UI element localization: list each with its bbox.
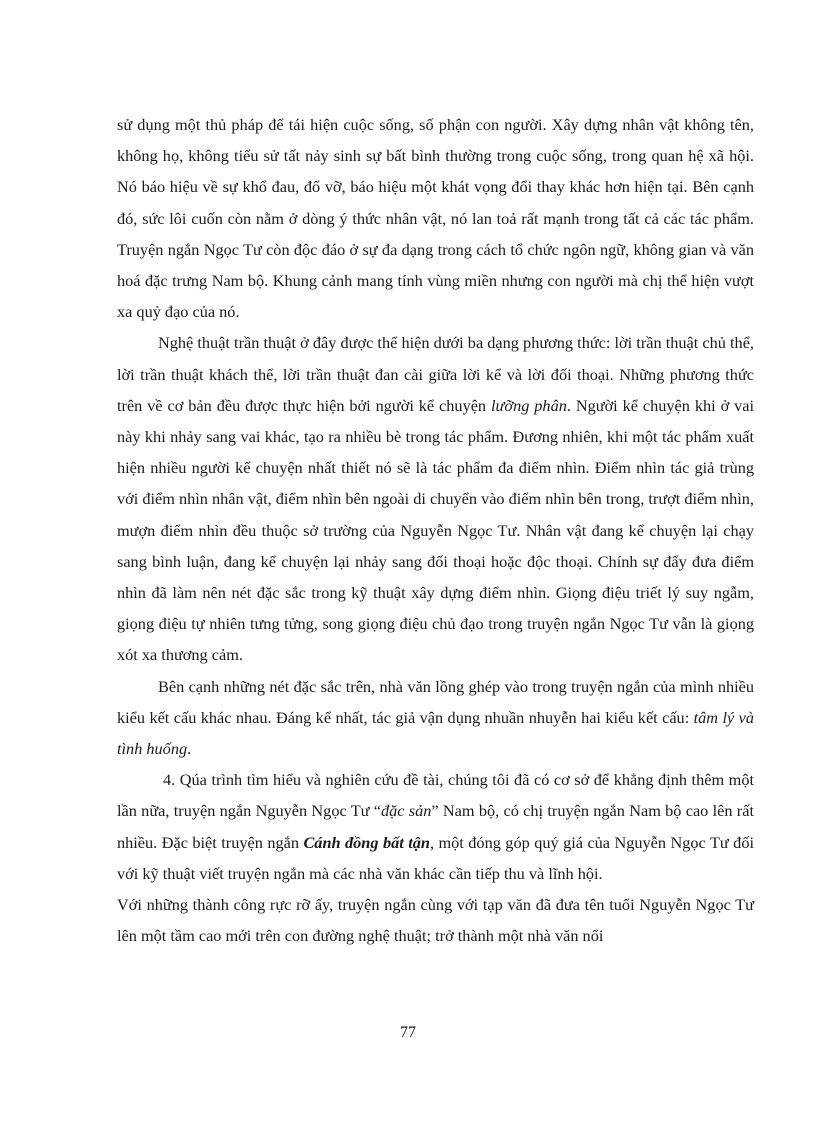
paragraph-2-italic: lưỡng phân xyxy=(491,395,567,415)
paragraph-3-italic: tâm lý và tình huống xyxy=(117,707,754,759)
paragraph-3 xyxy=(117,671,754,765)
paragraph-3-text-a: Bên cạnh những nét đặc sắc trên, nhà văn lồng ghép vào trong truyện ngắn của mình nhiều kiểu kết cấu khác nhau. Đáng kể nhất, tác giả vận dụng nhuần nhuyễn hai kiểu kết cấu: xyxy=(117,676,754,727)
paragraph-1: sử dụng một thủ pháp để tái hiện cuộc sống, số phận con người. Xây dựng nhân vật không tên, không họ, không tiểu sử tất nảy sinh sự bất bình thường trong cuộc sống, trong quan hệ xã hội. Nó báo hiệu về sự khổ đau, đổ vỡ, báo hiệu một khát vọng đổi thay khác hơn hiện tại. Bên cạnh đó, sức lôi cuốn còn nằm ở dòng ý thức nhân vật, nó lan toả rất mạnh trong tất cả các tác phẩm. Truyện ngắn Ngọc Tư còn độc đáo ở sự đa dạng trong cách tổ chức ngôn ngữ, không gian và văn hoá đặc trưng Nam bộ. Khung cảnh mang tính vùng miền nhưng con người mà chị thể hiện vượt xa quỷ đạo của nó. xyxy=(117,115,754,322)
paragraph-4-text-a: 4. Qúa trình tìm hiểu và nghiên cứu đề tài, chúng tôi đã có cơ sở để khẳng định thêm một lần nữa, truyện ngắn Nguyễn Ngọc Tư “ xyxy=(117,770,754,821)
paragraph-2-text-b: . Người kể chuyện khi ở vai này khi nhảy sang vai khác, tạo ra nhiều bè trong tác phẩm. Đương nhiên, khi một tác phẩm xuất hiện nhiều người kể chuyện nhất thiết nó sẽ là tác phẩm đa điểm nhìn. Điểm nhìn tác giả trùng với điểm nhìn nhân vật, điểm nhìn bên ngoài di chuyển vào điểm nhìn bên trong, trượt điểm nhìn, mượn điểm nhìn đều thuộc sở trường của Nguyễn Ngọc Tư. Nhân vật đang kể chuyện lại chạy sang bình luận, đang kể chuyện lại nhảy sang đối thoại hoặc độc thoại. Chính sự đẩy đưa điểm nhìn đã làm nên nét đặc sắc trong kỹ thuật xây dựng điểm nhìn. Giọng điệu triết lý suy ngẫm, giọng điệu tự nhiên tưng tửng, song giọng điệu chủ đạo trong truyện ngắn Ngọc Tư vẫn là giọng xót xa thương cảm. xyxy=(117,395,754,665)
paragraph-3-text-b: . xyxy=(187,739,192,759)
paragraph-4 xyxy=(117,764,754,889)
paragraph-2-text-a: Nghệ thuật trần thuật ở đây được thể hiện dưới ba dạng phương thức: lời trần thuật chủ thể, lời trần thuật khách thể, lời trần thuật đan cài giữa lời kể và lời đối thoại. Những phương thức trên về cơ bản đều được thực hiện bởi người kể chuyện xyxy=(117,333,754,415)
paragraph-4-text-c: , một đóng góp quý giá của Nguyễn Ngọc Tư đối với kỹ thuật viết truyện ngắn mà các nhà văn khác cần tiếp thu và lĩnh hội. xyxy=(117,832,754,883)
paragraph-4-italic: đặc sản xyxy=(380,801,432,821)
paragraph-5: Với những thành công rực rỡ ấy, truyện ngắn cùng với tạp văn đã đưa tên tuổi Nguyễn Ngọc Tư lên một tầm cao mới trên con đường nghệ thuật; trở thành một nhà văn nổi xyxy=(117,895,754,946)
paragraph-2 xyxy=(117,327,754,670)
page-number: 77 xyxy=(400,1024,416,1041)
paragraph-4-bold-italic: Cánh đồng bất tận xyxy=(303,832,430,852)
document-body xyxy=(117,109,754,951)
paragraph-4-text-b: ” Nam bộ, có chị truyện ngắn Nam bộ cao lên rất nhiều. Đặc biệt truyện ngắn xyxy=(117,801,754,852)
